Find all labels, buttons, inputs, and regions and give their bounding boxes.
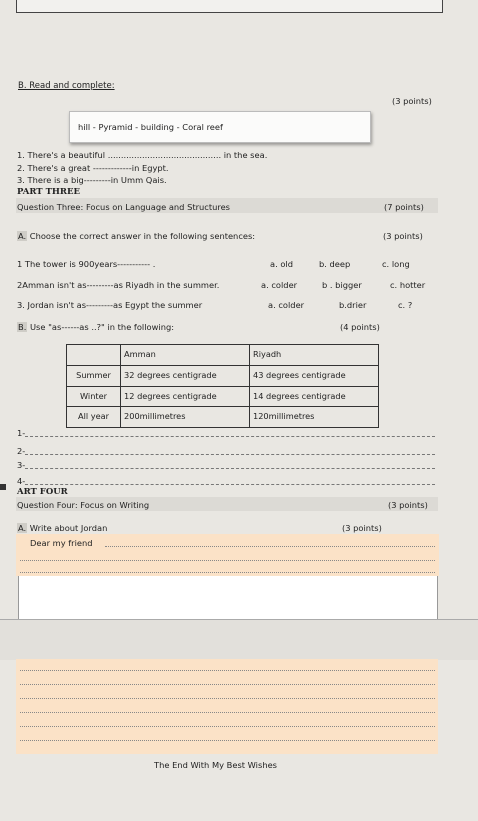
- mcq-3-option-a: a. colder: [268, 300, 305, 310]
- answer-line-1[interactable]: [25, 436, 435, 437]
- edge-mark: [0, 484, 6, 490]
- table-row: [67, 365, 379, 386]
- mcq-2-option-b: b . bigger: [322, 280, 362, 290]
- part3-a-points: (3 points): [383, 231, 423, 241]
- blank-box: [18, 576, 438, 620]
- table-row-label: Winter: [67, 386, 121, 407]
- table-header-riyadh: Riyadh: [250, 345, 379, 366]
- table-cell: 32 degrees centigrade: [121, 365, 250, 386]
- weather-table: [66, 344, 379, 428]
- mcq-3-stem: 3. Jordan isn't as---------as Egypt the summer: [17, 300, 203, 310]
- mcq-2-option-c: c. hotter: [390, 280, 426, 290]
- writing-line[interactable]: [20, 572, 435, 573]
- table-header-amman: Amman: [121, 345, 250, 366]
- question-four-points: (3 points): [388, 500, 428, 510]
- part4-a-marker: A.: [18, 523, 27, 533]
- writing-line[interactable]: [20, 684, 435, 685]
- mcq-3-option-c: c. ?: [398, 300, 413, 310]
- question-three-points: (7 points): [384, 202, 424, 212]
- table-row: [67, 386, 379, 407]
- mcq-1-stem: 1 The tower is 900years----------- .: [17, 259, 156, 269]
- answer-line-3-label: 3-: [17, 460, 26, 470]
- part3-a-instruction: A. Choose the correct answer in the following sentences:: [18, 231, 256, 241]
- fill-item-1: 1. There's a beautiful ........................................... in the sea.: [17, 150, 268, 160]
- part3-b-marker: B.: [18, 322, 27, 332]
- part3-b-points: (4 points): [340, 322, 380, 332]
- mcq-2-stem: 2Amman isn't as---------as Riyadh in the summer.: [17, 280, 220, 290]
- writing-line[interactable]: [20, 712, 435, 713]
- footer-text: The End With My Best Wishes: [154, 760, 277, 770]
- answer-line-3[interactable]: [25, 468, 435, 469]
- table-cell: [67, 345, 121, 366]
- writing-line[interactable]: [20, 698, 435, 699]
- writing-line[interactable]: [20, 670, 435, 671]
- mcq-1-option-b: b. deep: [319, 259, 351, 269]
- page-break: [0, 619, 478, 660]
- writing-line[interactable]: [20, 740, 435, 741]
- part4-a-instruction: A. Write about Jordan: [18, 523, 108, 533]
- writing-line[interactable]: [20, 726, 435, 727]
- word-box-text: hill - Pyramid - building - Coral reef: [78, 122, 223, 132]
- part3-a-marker: A.: [18, 231, 27, 241]
- answer-line-2-label: 2-: [17, 446, 26, 456]
- writing-line[interactable]: [20, 560, 435, 561]
- word-box: [69, 111, 371, 143]
- table-cell: 120millimetres: [250, 407, 379, 428]
- mcq-3-option-b: b.drier: [339, 300, 367, 310]
- table-cell: 14 degrees centigrade: [250, 386, 379, 407]
- question-three-title: Question Three: Focus on Language and Structures: [17, 202, 230, 212]
- mcq-1-option-a: a. old: [270, 259, 294, 269]
- question-four-title: Question Four: Focus on Writing: [17, 500, 150, 510]
- part4-a-points: (3 points): [342, 523, 382, 533]
- part-three-heading: PART THREE: [17, 187, 80, 197]
- answer-line-4[interactable]: [25, 484, 435, 485]
- top-frame: [16, 0, 443, 13]
- table-row-label: All year: [67, 407, 121, 428]
- table-header-row: [67, 345, 379, 366]
- section-b-points: (3 points): [392, 96, 432, 106]
- fill-item-2: 2. There's a great -------------in Egypt.: [17, 163, 169, 173]
- part-four-heading: ART FOUR: [17, 487, 68, 497]
- mcq-2-option-a: a. colder: [261, 280, 298, 290]
- answer-line-1-label: 1-: [17, 428, 26, 438]
- section-b-title: B. Read and complete:: [18, 81, 115, 91]
- part3-b-instruction: B. Use "as------as ..?" in the following:: [18, 322, 175, 332]
- letter-greeting: Dear my friend: [30, 538, 93, 548]
- answer-line-4-label: 4-: [17, 476, 26, 486]
- mcq-1-option-c: c. long: [382, 259, 410, 269]
- writing-line[interactable]: [105, 546, 435, 547]
- table-row: [67, 407, 379, 428]
- table-cell: 200millimetres: [121, 407, 250, 428]
- table-row-label: Summer: [67, 365, 121, 386]
- answer-line-2[interactable]: [25, 454, 435, 455]
- fill-item-3: 3. There is a big---------in Umm Qais.: [17, 175, 167, 185]
- table-cell: 12 degrees centigrade: [121, 386, 250, 407]
- table-cell: 43 degrees centigrade: [250, 365, 379, 386]
